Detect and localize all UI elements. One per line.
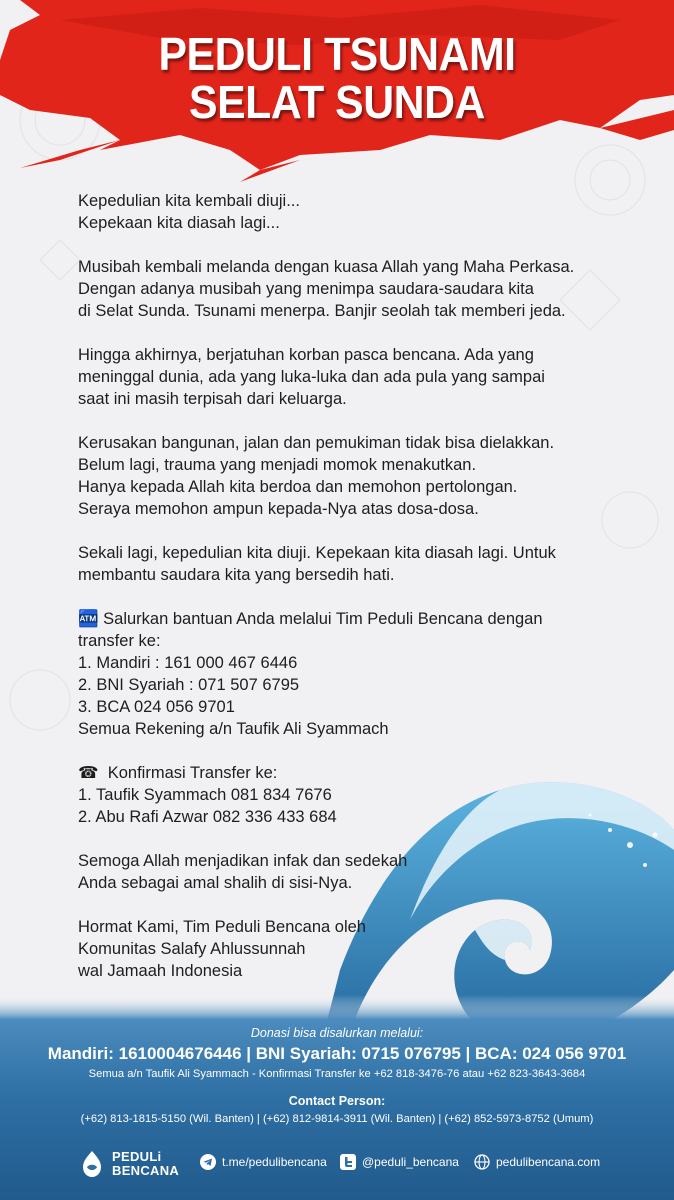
hand-heart-icon — [78, 1149, 106, 1179]
transfer-intro-text: Salurkan bantuan Anda melalui Tim Peduli Bencana dengan — [103, 610, 543, 628]
body-line: di Selat Sunda. Tsunami menerpa. Banjir seolah tak memberi jeda. — [78, 302, 566, 320]
body-line: Anda sebagai amal shalih di sisi-Nya. — [78, 874, 353, 892]
body-line: Musibah kembali melanda dengan kuasa Allah yang Maha Perkasa. — [78, 258, 575, 276]
title-line-1: PEDULI TSUNAMI — [158, 28, 516, 80]
telegram-link[interactable] — [200, 1154, 327, 1170]
phone-icon: ☎ — [78, 764, 99, 782]
logo-line-2: BENCANA — [112, 1163, 180, 1178]
appeal-body — [78, 190, 638, 1004]
transfer-intro — [78, 608, 638, 630]
confirm-contact: 1. Taufik Syammach 081 834 7676 — [78, 786, 332, 804]
body-line: Seraya memohon ampun kepada-Nya atas dosa-dosa. — [78, 500, 479, 518]
signature — [78, 916, 638, 982]
peduli-bencana-logo — [78, 1149, 179, 1179]
body-line: Dengan adanya musibah yang menimpa saudara-saudara kita — [78, 280, 534, 298]
footer-note: Semua a/n Taufik Ali Syammach - Konfirmasi Transfer ke +62 818-3476-76 atau +62 823-3643-3684 — [88, 1068, 586, 1080]
body-line: Kerusakan bangunan, jalan dan pemukiman tidak bisa dielakkan. — [78, 434, 555, 452]
body-line: saat ini masih terpisah dari keluarga. — [78, 390, 347, 408]
footer-bank-accounts: Mandiri: 1610004676446 | BNI Syariah: 0715 076795 | BCA: 024 056 9701 — [47, 1044, 627, 1063]
social-bar — [0, 1145, 674, 1185]
body-line: Kepekaan kita diasah lagi... — [78, 214, 280, 232]
title-line-2: SELAT SUNDA — [189, 76, 485, 128]
paragraph-5 — [78, 542, 638, 586]
body-line: Kepedulian kita kembali diuji... — [78, 192, 300, 210]
confirm-heading — [78, 762, 638, 784]
contact-person-list: (+62) 813-1815-5150 (Wil. Banten) | (+62) 812-9814-3911 (Wil. Banten) | (+62) 852-5973-8752 (Umum) — [80, 1113, 594, 1125]
account-holder: Semua Rekening a/n Taufik Ali Syammach — [78, 720, 389, 738]
body-line: membantu saudara kita yang bersedih hati. — [78, 566, 395, 584]
closing-prayer — [78, 850, 638, 894]
body-line: Hingga akhirnya, berjatuhan korban pasca bencana. Ada yang — [78, 346, 534, 364]
body-line: Hormat Kami, Tim Peduli Bencana oleh — [78, 918, 366, 936]
body-line: meninggal dunia, ada yang luka-luka dan ada pula yang sampai — [78, 368, 545, 386]
page-title — [24, 30, 651, 126]
body-line: wal Jamaah Indonesia — [78, 962, 243, 980]
telegram-text: t.me/pedulibencana — [222, 1155, 327, 1169]
body-line: Hanya kepada Allah kita berdoa dan memohon pertolongan. — [78, 478, 518, 496]
logo-line-1: PEDULi — [112, 1149, 162, 1164]
confirm-section — [78, 762, 638, 828]
body-line: Sekali lagi, kepedulian kita diuji. Kepekaan kita diasah lagi. Untuk — [78, 544, 556, 562]
footer-intro: Donasi bisa disalurkan melalui: — [250, 1026, 424, 1040]
twitter-link[interactable] — [340, 1154, 459, 1170]
website-link[interactable] — [474, 1154, 600, 1170]
bank-account: 3. BCA 024 056 9701 — [78, 698, 235, 716]
bank-account: 2. BNI Syariah : 071 507 6795 — [78, 676, 300, 694]
paragraph-2 — [78, 256, 638, 322]
donation-footer — [0, 1024, 674, 1128]
telegram-icon — [200, 1154, 216, 1170]
paragraph-1 — [78, 190, 638, 234]
confirm-contact: 2. Abu Rafi Azwar 082 336 433 684 — [78, 808, 337, 826]
atm-icon: 🏧 — [78, 610, 99, 628]
website-text: pedulibencana.com — [496, 1155, 601, 1169]
bank-account: 1. Mandiri : 161 000 467 6446 — [78, 654, 298, 672]
body-line: Komunitas Salafy Ahlussunnah — [78, 940, 306, 958]
body-line: Belum lagi, trauma yang menjadi momok menakutkan. — [78, 456, 477, 474]
transfer-section — [78, 608, 638, 740]
twitter-icon — [340, 1154, 356, 1170]
body-line: Semoga Allah menjadikan infak dan sedekah — [78, 852, 408, 870]
transfer-intro-2: transfer ke: — [78, 632, 161, 650]
paragraph-3 — [78, 344, 638, 410]
paragraph-4 — [78, 432, 638, 520]
contact-person-heading: Contact Person: — [288, 1094, 386, 1108]
confirm-heading-text: Konfirmasi Transfer ke: — [107, 764, 278, 782]
globe-icon — [474, 1154, 490, 1170]
twitter-text: @peduli_bencana — [362, 1155, 459, 1169]
